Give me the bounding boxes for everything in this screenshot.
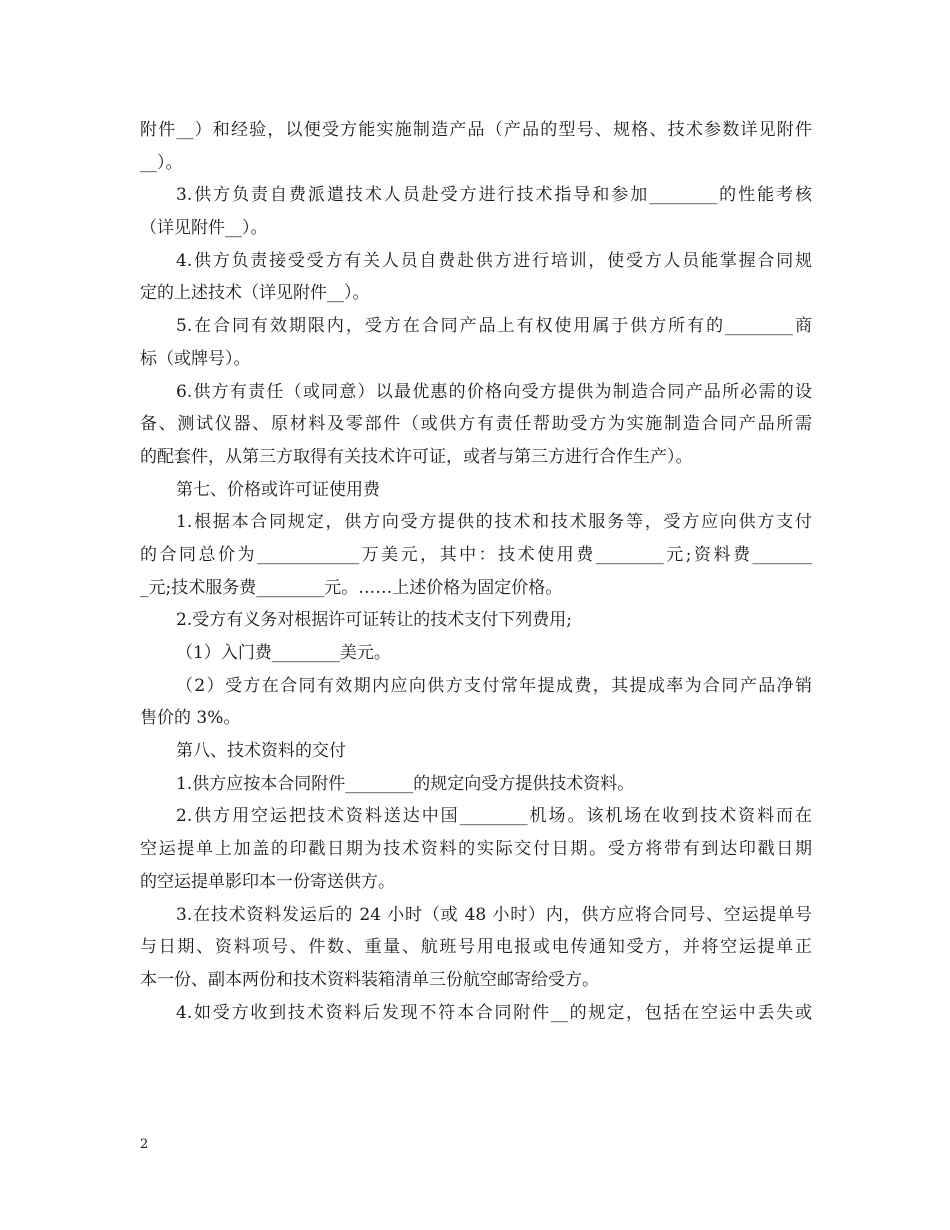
text-line: 备、测试仪器、原材料及零部件（或供方有责任帮助受方为实施制造合同产品所需 [140, 414, 812, 435]
text-line: 的配套件，从第三方取得有关技术许可证，或者与第三方进行合作生产）。 [140, 446, 693, 467]
text-line: （详见附件__）。 [140, 218, 268, 239]
clause-7-2: 2.受方有义务对根据许可证转让的技术支付下列费用; [176, 610, 572, 631]
clause-8-1: 1.供方应按本合同附件________的规定向受方提供技术资料。 [176, 773, 635, 794]
clause-6: 6.供方有责任（或同意）以最优惠的价格向受方提供为制造合同产品所必需的设 [176, 381, 812, 402]
clause-5: 5.在合同有效期限内，受方在合同产品上有权使用属于供方所有的________商 [176, 316, 812, 337]
section-heading-7: 第七、价格或许可证使用费 [176, 479, 380, 500]
text-line: 与日期、资料项号、件数、重量、航班号用电报或电传通知受方，并将空运提单正 [140, 937, 812, 958]
text-line: 的空运提单影印本一份寄送供方。 [140, 871, 395, 892]
text-line: __）。 [140, 152, 183, 173]
text-line: _元;技术服务费________元。……上述价格为固定价格。 [140, 577, 563, 598]
text-line: 空运提单上加盖的印戳日期为技术资料的实际交付日期。受方将带有到达印戳日期 [140, 839, 812, 860]
clause-7-1: 1.根据本合同规定，供方向受方提供的技术和技术服务等，受方应向供方支付 [176, 512, 812, 533]
text-line: 定的上述技术（详见附件__）。 [140, 283, 370, 304]
text-line: 售价的 3%。 [140, 708, 241, 729]
clause-8-3: 3.在技术资料发运后的 24 小时（或 48 小时）内，供方应将合同号、空运提单号 [176, 904, 812, 925]
section-heading-8: 第八、技术资料的交付 [176, 741, 346, 762]
text-line: 本一份、副本两份和技术资料装箱清单三份航空邮寄给受方。 [140, 969, 599, 990]
document-body [140, 114, 812, 1029]
clause-8-4: 4.如受方收到技术资料后发现不符本合同附件__的规定，包括在空运中丢失或 [176, 1002, 812, 1023]
clause-7-2-1: （1）入门费________美元。 [176, 643, 391, 663]
page-number: 2 [140, 1137, 149, 1152]
clause-4: 4.供方负责接受受方有关人员自费赴供方进行培训，使受方人员能掌握合同规 [176, 250, 812, 271]
clause-3: 3.供方负责自费派遣技术人员赴受方进行技术指导和参加________的性能考核 [176, 185, 812, 206]
clause-8-2: 2.供方用空运把技术资料送达中国________机场。该机场在收到技术资料而在 [176, 806, 812, 827]
text-line: 标（或牌号）。 [140, 348, 251, 369]
text-line: 附件__）和经验，以便受方能实施制造产品（产品的型号、规格、技术参数详见附件 [140, 120, 812, 140]
text-line: 的合同总价为____________万美元，其中：技术使用费________元;资料费_______ [140, 544, 812, 565]
clause-7-2-2: （2）受方在合同有效期内应向供方支付常年提成费，其提成率为合同产品净销 [176, 675, 812, 696]
